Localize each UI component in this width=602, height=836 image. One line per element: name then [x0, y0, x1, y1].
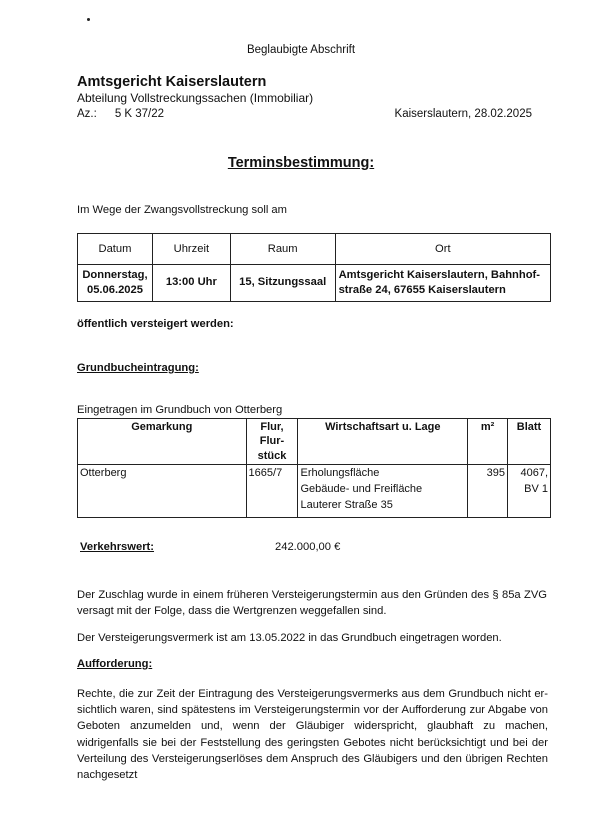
appointment-place	[335, 265, 550, 302]
blatt-line1: 4067,	[520, 466, 548, 479]
cell-blatt	[508, 464, 551, 517]
file-reference	[77, 108, 164, 120]
cell-m2: 395	[468, 464, 508, 517]
land-register-table	[77, 418, 551, 518]
certified-copy-label: Beglaubigte Abschrift	[246, 44, 356, 56]
scan-speck	[87, 18, 90, 21]
land-register-intro: Eingetragen im Grundbuch von Otterberg	[77, 404, 283, 416]
art-line3: Lauterer Straße 35	[300, 498, 393, 511]
auction-statement: öffentlich versteigert werden:	[77, 318, 234, 330]
cell-wirtschaftsart	[298, 464, 468, 517]
appointment-place-line1: Amtsgericht Kaiserslautern, Bahnhof-	[338, 268, 540, 281]
header-raum: Raum	[230, 234, 335, 265]
appointment-room: 15, Sitzungssaal	[230, 265, 335, 302]
header-flur	[246, 419, 298, 465]
header-datum: Datum	[78, 234, 153, 265]
header-ort: Ort	[335, 234, 550, 265]
header-uhrzeit: Uhrzeit	[152, 234, 230, 265]
header-wirtschaftsart: Wirtschaftsart u. Lage	[298, 419, 468, 465]
art-line1: Erholungsfläche	[300, 466, 380, 479]
appointment-weekday: Donnerstag,	[82, 268, 148, 281]
place-and-date: Kaiserslautern, 28.02.2025	[394, 108, 532, 120]
land-register-header-row	[78, 419, 551, 465]
header-m2: m²	[468, 419, 508, 465]
intro-text: Im Wege der Zwangsvollstreckung soll am	[77, 204, 287, 216]
land-register-heading: Grundbucheintragung:	[77, 362, 199, 374]
appointment-row	[78, 265, 551, 302]
paragraph-vermerk: Der Versteigerungsvermerk ist am 13.05.2022 in das Grundbuch eingetragen worden.	[77, 632, 502, 644]
header-gemarkung: Gemarkung	[78, 419, 247, 465]
file-reference-value: 5 K 37/22	[114, 108, 165, 120]
market-value: 242.000,00 €	[275, 541, 341, 553]
request-heading: Aufforderung:	[77, 658, 153, 670]
court-name: Amtsgericht Kaiserslautern	[77, 74, 267, 90]
appointment-time: 13:00 Uhr	[152, 265, 230, 302]
header-flur-line1: Flur, Flur-	[259, 421, 285, 448]
header-blatt: Blatt	[508, 419, 551, 465]
file-reference-label: Az.:	[77, 108, 97, 120]
cell-gemarkung: Otterberg	[78, 464, 247, 517]
header-flur-line2: stück	[257, 449, 287, 462]
appointment-table	[77, 233, 551, 302]
appointment-header-row	[78, 234, 551, 265]
art-line2: Gebäude- und Freifläche	[300, 482, 423, 495]
appointment-date-value: 05.06.2025	[86, 284, 143, 296]
appointment-place-line2: straße 24, 67655 Kaiserslautern	[338, 284, 506, 296]
document-title: Terminsbestimmung:	[227, 155, 375, 171]
market-value-label: Verkehrswert:	[80, 541, 155, 553]
paragraph-zuschlag: Der Zuschlag wurde in einem früheren Versteigerungstermin aus den Gründen des § 85a ZVG versagt mit der Folge, dass die Wertgrenzen weggefallen sind.	[77, 589, 547, 618]
blatt-line2: BV 1	[524, 482, 548, 495]
cell-flur: 1665/7	[246, 464, 298, 517]
land-register-row	[78, 464, 551, 517]
court-department: Abteilung Vollstreckungssachen (Immobiliar)	[77, 91, 314, 105]
request-text: Rechte, die zur Zeit der Eintragung des Versteigerungsvermerks aus dem Grundbuch nicht er-sichtlich waren, sind spätestens im Versteigerungstermin vor der Aufforderung zur Abgabe von Geboten anzumelden und, wenn der Gläubiger widerspricht, glaubhaft zu machen, widrigenfalls sie bei der Feststellung des geringsten Gebotes nicht berücksichtigt und bei der Verteilung des Versteigerungserlöses dem Anspruch des Gläubigers und den übrigen Rechten nachgesetzt	[77, 688, 548, 782]
appointment-date	[78, 265, 153, 302]
